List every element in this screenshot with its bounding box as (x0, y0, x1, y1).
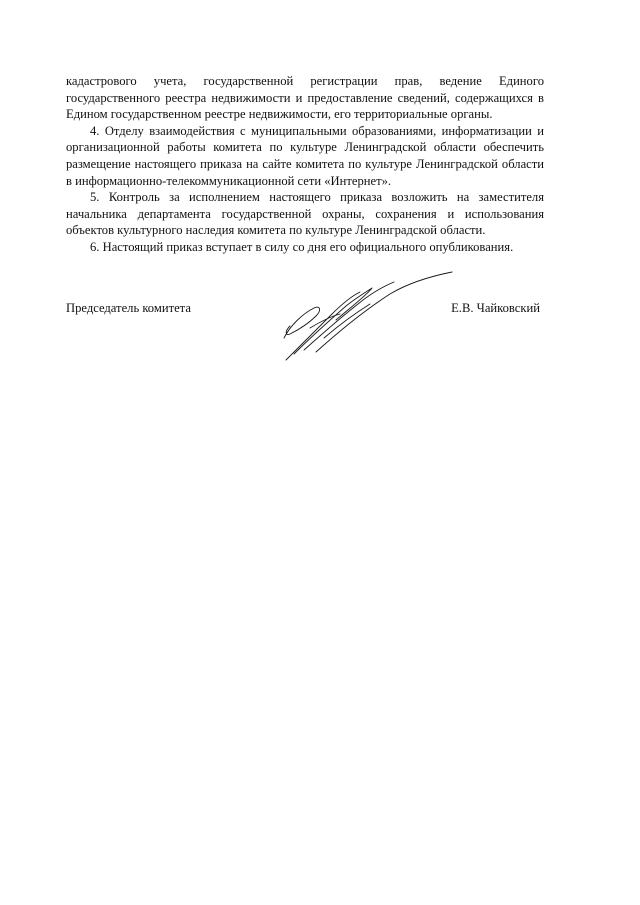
paragraph-item-4: 4. Отделу взаимодействия с муниципальными образованиями, информатизации и организационной работы комитета по культуре Ленинградской области обеспечить размещение настоящего приказа на сайте комитета по культуре Ленинградской области в информационно-телекоммуникационной сети «Интернет». (66, 123, 544, 188)
paragraph-item-5: 5. Контроль за исполнением настоящего приказа возложить на заместителя начальника департамента государственной охраны, сохранения и использования объектов культурного наследия комитета по культуре Ленинградской области. (66, 190, 544, 238)
signatory-position: Председатель комитета (66, 301, 191, 315)
handwritten-signature (280, 268, 460, 364)
signatory-name: Е.В. Чайковский (451, 301, 540, 315)
document-body (66, 73, 544, 256)
paragraph-continuation: кадастрового учета, государственной регистрации прав, ведение Единого государственного реестра недвижимости и предоставление сведений, содержащихся в Едином государственном реестре недвижимости, его территориальные органы. (66, 74, 544, 122)
paragraph-item-6: 6. Настоящий приказ вступает в силу со дня его официального опубликования. (90, 239, 514, 254)
